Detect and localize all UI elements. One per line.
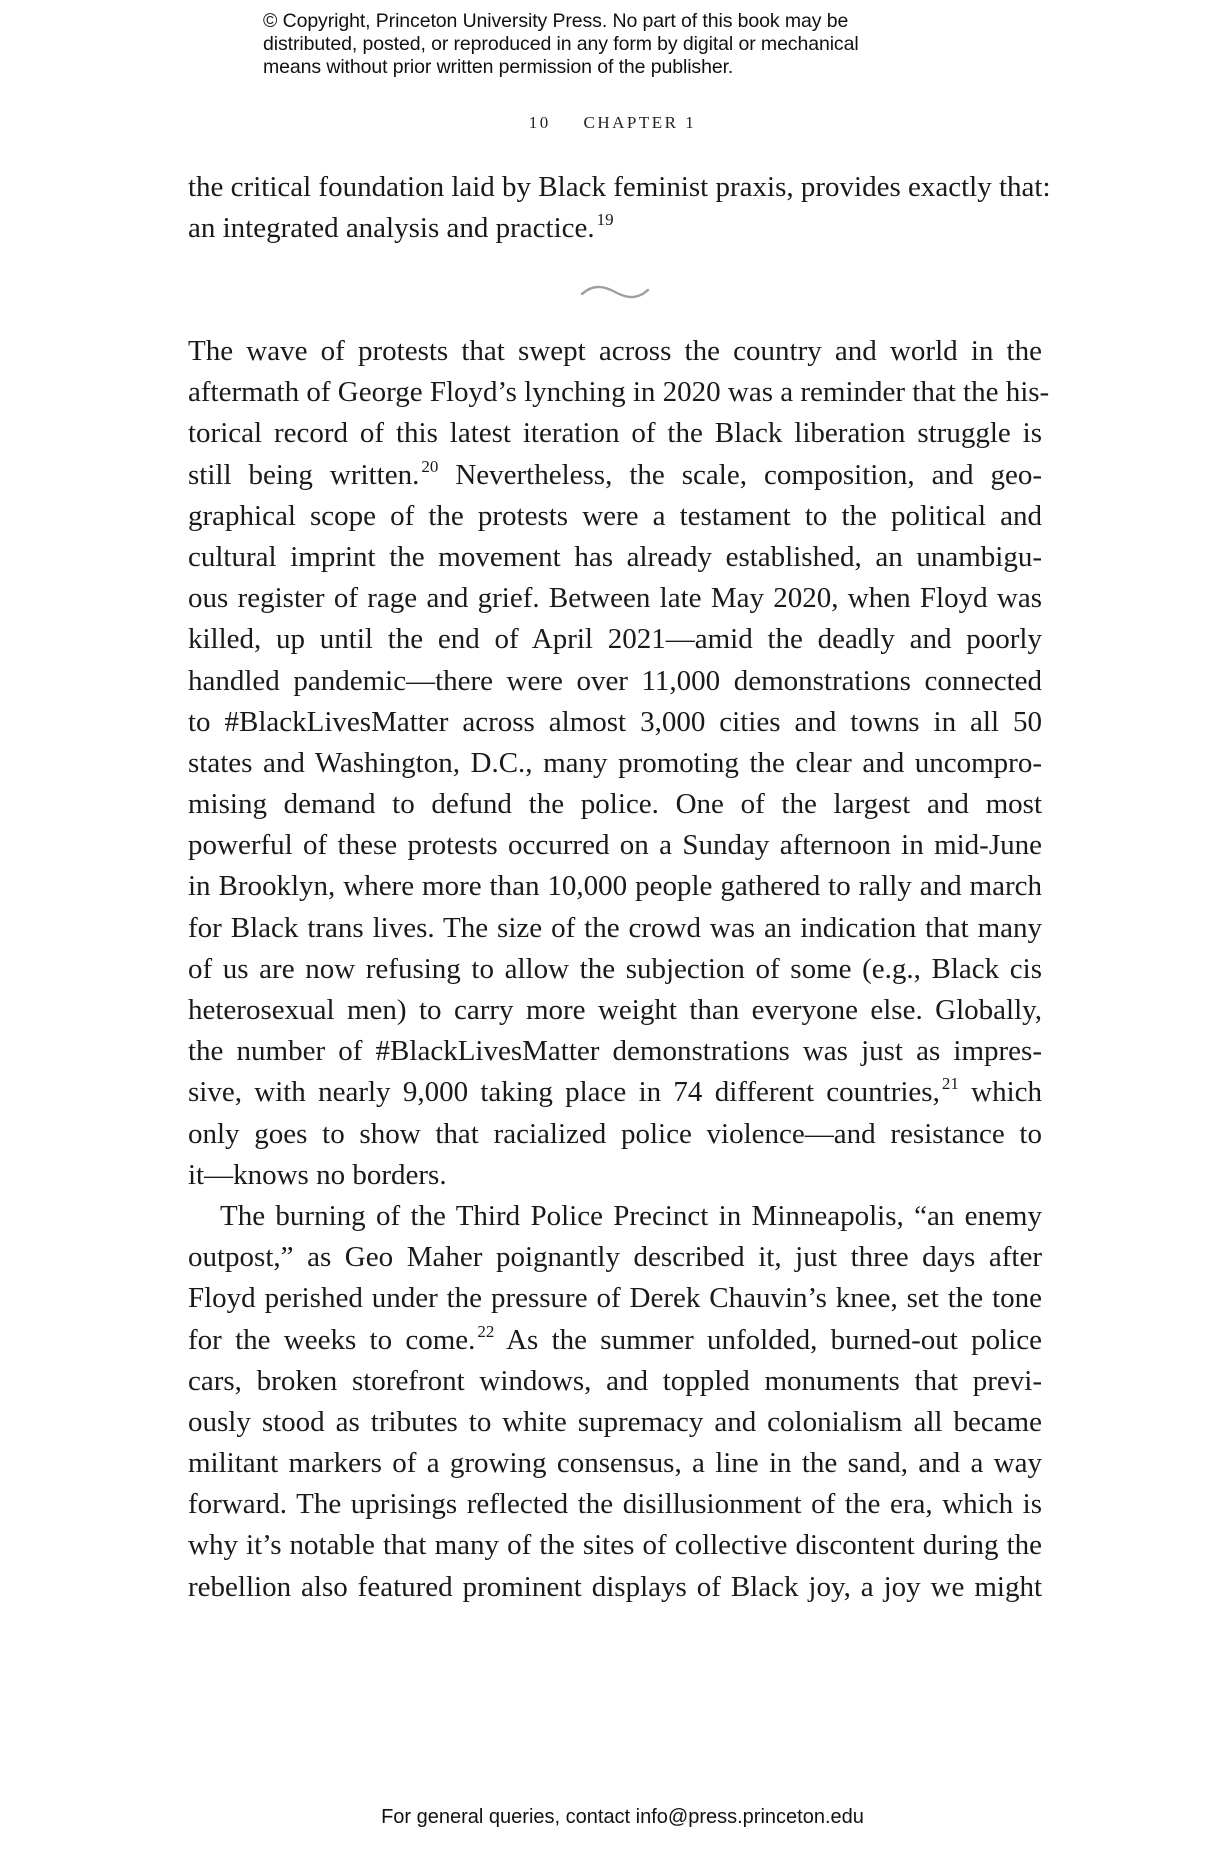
text-line: only goes to show that racialized police violence—and resistance to bbox=[188, 1117, 1042, 1150]
footnote-marker[interactable]: 22 bbox=[477, 1321, 495, 1341]
text-line: forward. The uprisings reflected the disillusionment of the era, which is bbox=[188, 1488, 1042, 1521]
text-line: cultural imprint the movement has already established, an unambigu- bbox=[188, 540, 1042, 573]
running-head bbox=[0, 113, 1225, 133]
text-line bbox=[188, 455, 1042, 496]
text-line: it—knows no borders. bbox=[188, 1158, 447, 1191]
text-segment: Nevertheless, the scale, composition, and geo- bbox=[438, 458, 1042, 491]
text-line: heterosexual men) to carry more weight than everyone else. Globally, bbox=[188, 994, 1042, 1026]
text-line: cars, broken storefront windows, and toppled monuments that previ- bbox=[188, 1364, 1042, 1397]
text-line bbox=[188, 208, 1042, 249]
footnote-marker[interactable]: 19 bbox=[596, 210, 614, 230]
text-line: mising demand to defund the police. One of the largest and most bbox=[188, 788, 1042, 821]
text-line: powerful of these protests occurred on a Sunday afternoon in mid-June bbox=[188, 829, 1042, 862]
text-line: The burning of the Third Police Precinct in Minneapolis, “an enemy bbox=[220, 1199, 1042, 1232]
paragraph bbox=[188, 331, 1050, 1608]
text-line: for Black trans lives. The size of the crowd was an indication that many bbox=[188, 911, 1042, 944]
copyright-line: means without prior written permission of the publisher. bbox=[263, 56, 734, 78]
text-line: handled pandemic—there were over 11,000 demonstrations connected bbox=[188, 664, 1042, 697]
text-segment: which bbox=[958, 1076, 1042, 1109]
copyright-line: © Copyright, Princeton University Press. No part of this book may be bbox=[263, 10, 849, 32]
text-line: militant markers of a growing consensus, a line in the sand, and a way bbox=[188, 1447, 1042, 1480]
paragraph bbox=[188, 167, 1051, 249]
text-line: of us are now refusing to allow the subjection of some (e.g., Black cis bbox=[188, 952, 1042, 985]
text-line: the critical foundation laid by Black feminist praxis, provides exactly that: bbox=[188, 171, 1051, 203]
text-line: killed, up until the end of April 2021—amid the deadly and poorly bbox=[188, 623, 1042, 656]
text-segment: As the summer unfolded, burned-out police bbox=[494, 1323, 1042, 1356]
text-line: Floyd perished under the pressure of Derek Chauvin’s knee, set the tone bbox=[188, 1282, 1042, 1315]
text-line: in Brooklyn, where more than 10,000 people gathered to rally and march bbox=[188, 870, 1042, 903]
copyright-line: distributed, posted, or reproduced in any form by digital or mechanical bbox=[263, 33, 859, 55]
wavy-line-ornament-icon bbox=[580, 284, 650, 300]
text-line: The wave of protests that swept across the country and world in the bbox=[188, 335, 1042, 367]
ornament-stroke bbox=[582, 287, 648, 297]
text-line: the number of #BlackLivesMatter demonstrations was just as impres- bbox=[188, 1035, 1042, 1068]
text-line: states and Washington, D.C., many promoting the clear and uncompro- bbox=[188, 746, 1042, 779]
page-number: 10 bbox=[528, 113, 551, 132]
text-line: graphical scope of the protests were a testament to the political and bbox=[188, 499, 1042, 532]
text-line bbox=[188, 1320, 1042, 1361]
text-line: torical record of this latest iteration of the Black liberation struggle is bbox=[188, 417, 1042, 450]
text-line: rebellion also featured prominent displays of Black joy, a joy we might bbox=[188, 1570, 1042, 1603]
text-line: ous register of rage and grief. Between late May 2020, when Floyd was bbox=[188, 582, 1042, 615]
copyright-notice bbox=[263, 10, 983, 79]
text-segment: still being written. bbox=[188, 458, 420, 491]
footnote-marker[interactable]: 20 bbox=[421, 456, 439, 476]
text-line: why it’s notable that many of the sites of collective discontent during the bbox=[188, 1529, 1042, 1562]
text-line: ously stood as tributes to white supremacy and colonialism all became bbox=[188, 1405, 1042, 1438]
footnote-marker[interactable]: 21 bbox=[941, 1074, 959, 1094]
text-line: outpost,” as Geo Maher poignantly described it, just three days after bbox=[188, 1241, 1042, 1274]
text-segment: for the weeks to come. bbox=[188, 1323, 476, 1356]
text-line bbox=[188, 1072, 1042, 1113]
text-line: to #BlackLivesMatter across almost 3,000 cities and towns in all 50 bbox=[188, 705, 1042, 738]
footer-contact: For general queries, contact info@press.princeton.edu bbox=[381, 1806, 864, 1828]
text-segment: an integrated analysis and practice. bbox=[188, 212, 595, 245]
chapter-label: CHAPTER 1 bbox=[583, 113, 697, 132]
text-line: aftermath of George Floyd’s lynching in 2020 was a reminder that the his- bbox=[188, 376, 1050, 409]
text-segment: sive, with nearly 9,000 taking place in 74 different countries, bbox=[188, 1076, 940, 1109]
